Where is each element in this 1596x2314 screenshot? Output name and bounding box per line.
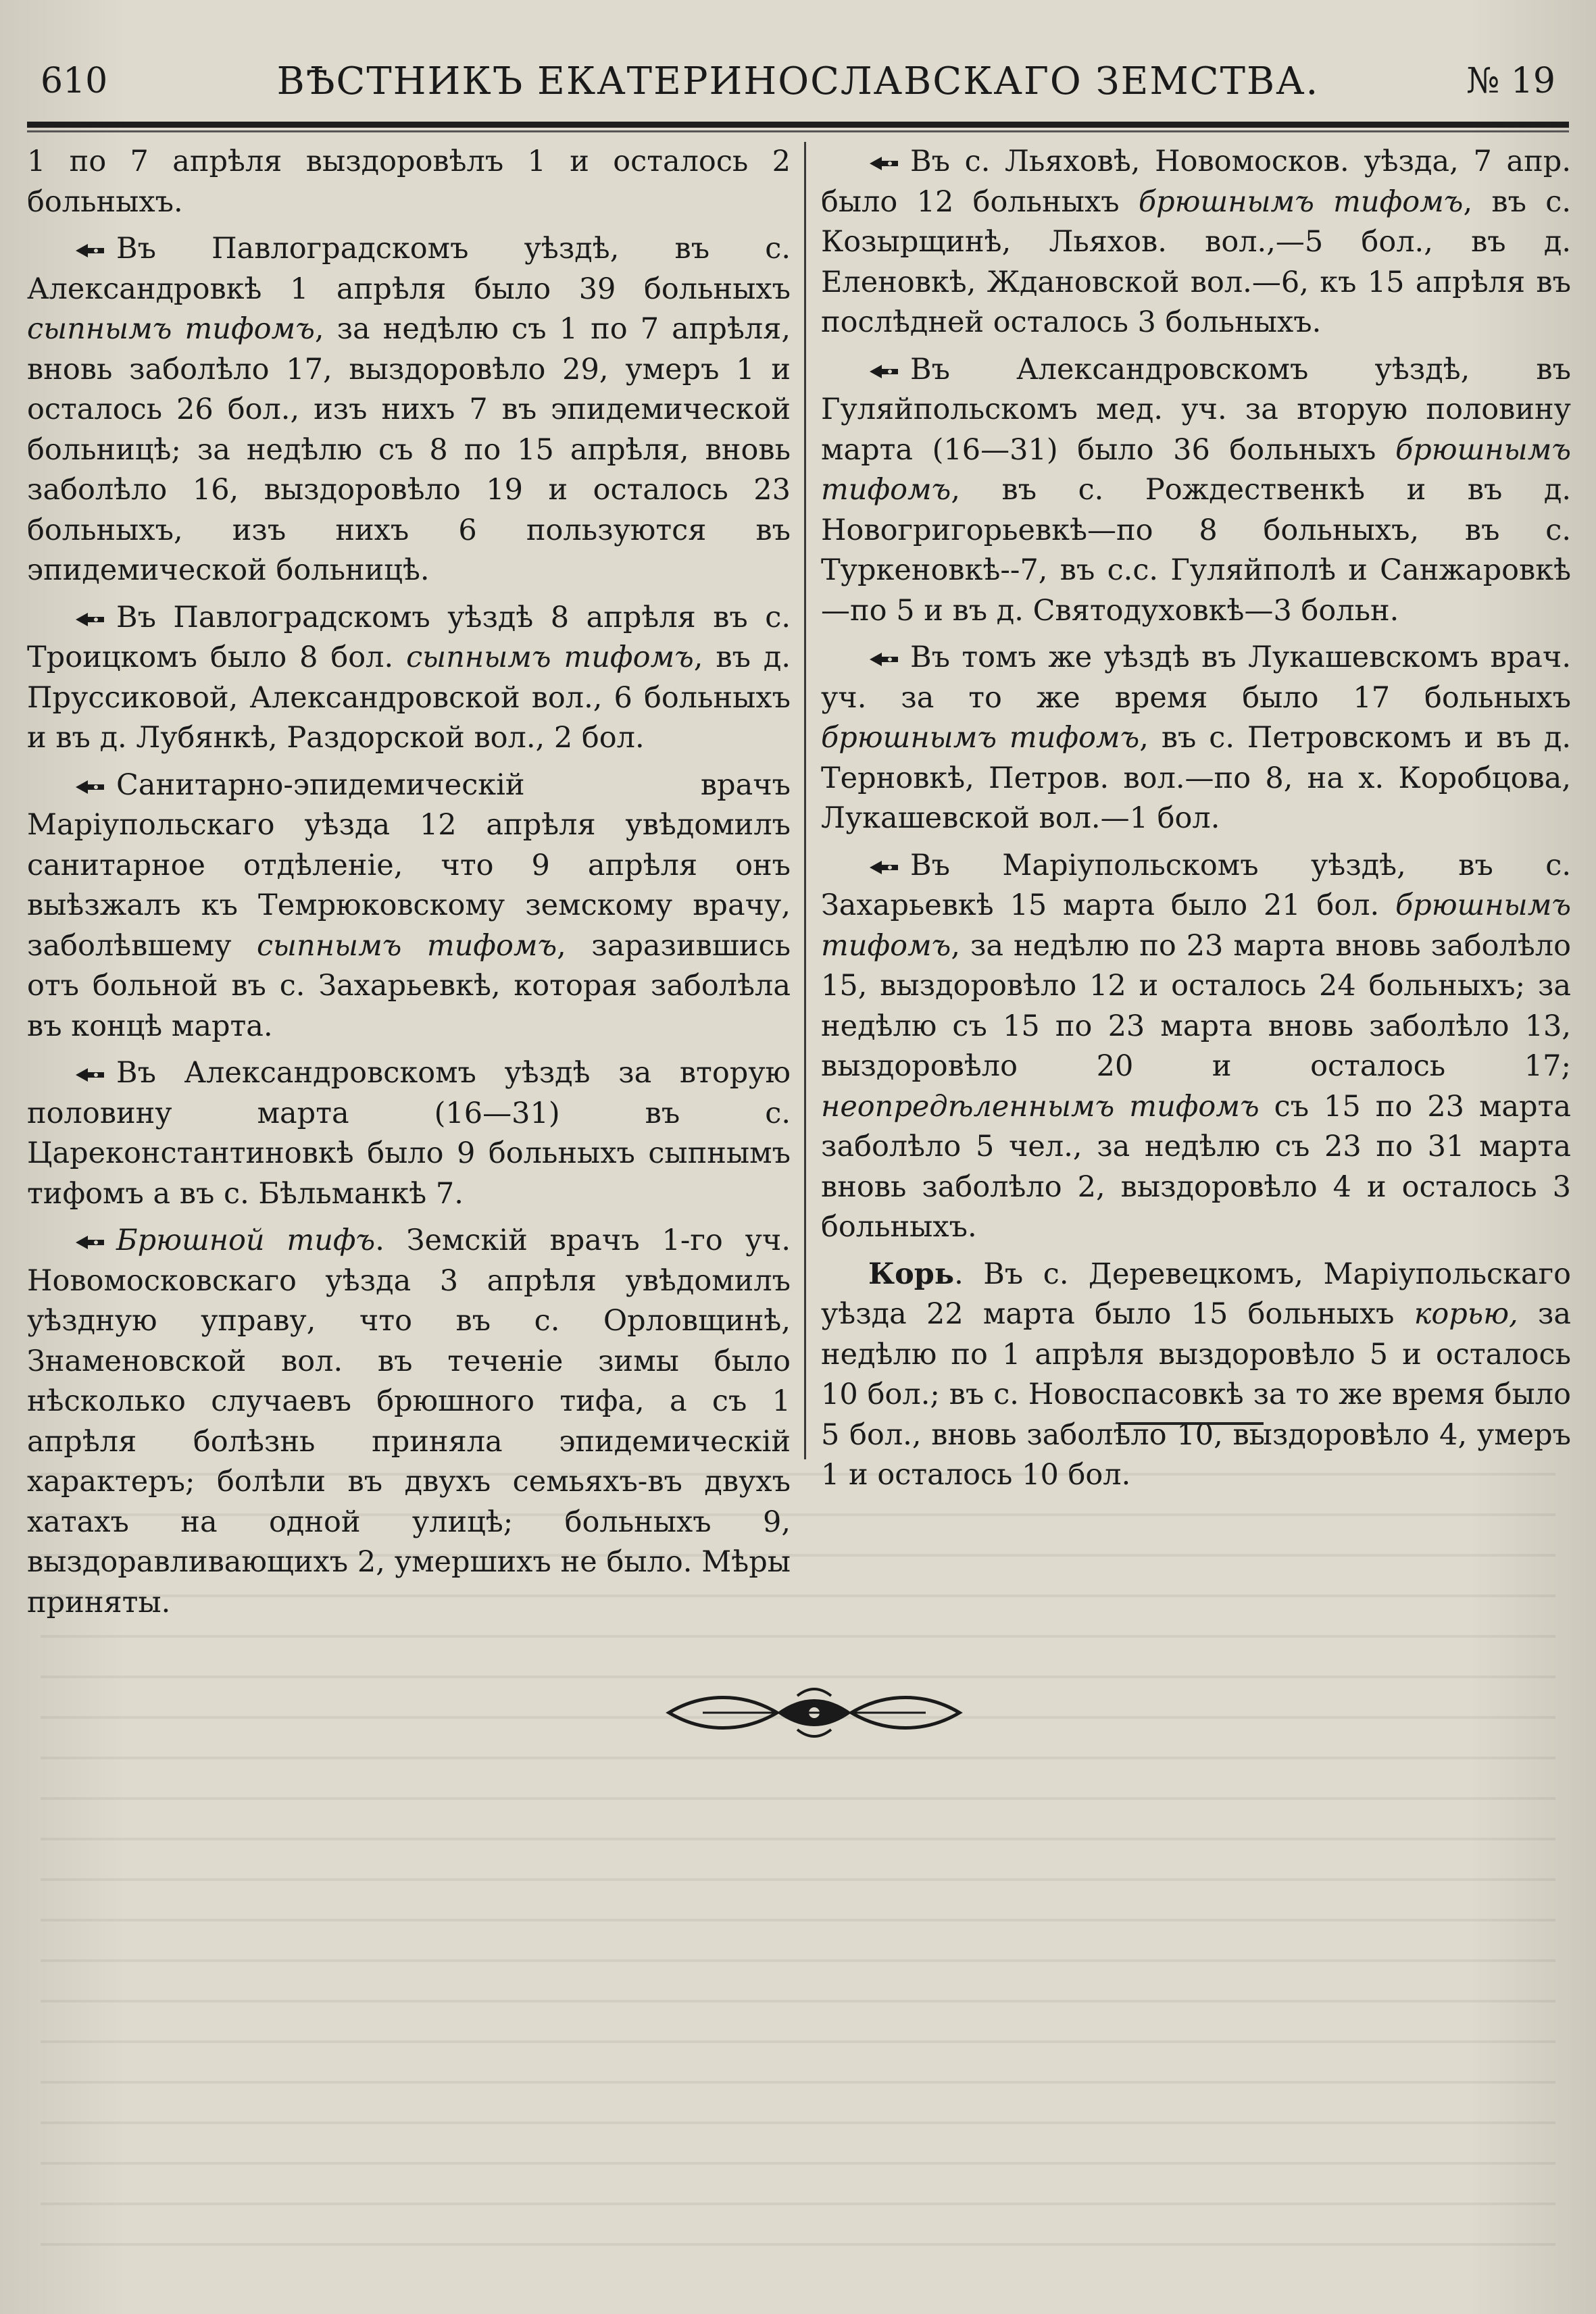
paragraph-text: 1 по 7 апрѣля выздоровѣлъ 1 и осталось 2 больныхъ.: [27, 145, 791, 219]
paragraph-text: Въ Александровскомъ уѣздѣ за вторую половину марта (16—31) въ с. Цареконстантиновкѣ было 9 больныхъ сыпнымъ тифомъ а въ с. Бѣльманкѣ 7.: [27, 1056, 791, 1211]
journal-title: ВѢСТНИКЪ ЕКАТЕРИНОСЛАВСКАГО ЗЕМСТВА.: [276, 59, 1320, 103]
emphasis-text: брюшнымъ тифомъ: [1138, 184, 1464, 219]
paragraph-text: Въ Павлоградскомъ уѣздѣ, въ с. Александровкѣ 1 апрѣля было 39 больныхъ: [27, 232, 791, 306]
hand-pointer-ornament-icon: [74, 778, 107, 797]
paragraph-text: . Земскій врачъ 1-го уч. Новомосковскаго уѣзда 3 апрѣля увѣдомилъ уѣздную управу, что въ с. Орловщинѣ, Знаменовской вол. въ теченіе зимы было нѣсколько случаевъ брюшного тифа, а съ 1 апрѣля болѣзнь приняла эпидемическій характеръ; болѣли въ двухъ семьяхъ-въ двухъ хатахъ на одной улицѣ; больныхъ 9, выздоравливающихъ 2, умершихъ не было. Мѣры приняты.: [27, 1224, 791, 1619]
page-header: [41, 47, 1555, 115]
paragraph-text: Въ с. Льяховѣ, Новомосков. уѣзда, 7 апр. было 12 больныхъ: [821, 145, 1571, 219]
hand-pointer-ornament-icon: [74, 610, 107, 629]
left-column: [27, 142, 791, 1630]
emphasis-text: брюшнымъ тифомъ: [821, 721, 1140, 755]
hand-pointer-ornament-icon: [74, 241, 107, 260]
emphasis-text: сыпнымъ тифомъ: [256, 928, 557, 963]
paragraph-text: , за недѣлю по 23 марта вновь заболѣло 15, выздоровѣло 12 и осталось 24 больныхъ; за недѣлю съ 15 по 23 марта вновь заболѣло 13, выздоровѣло 20 и осталось 17;: [821, 928, 1571, 1083]
paragraph-text: , въ д. Пруссиковой, Александровской вол., 6 больныхъ и въ д. Лубянкѣ, Раздорской вол., 2 бол.: [27, 640, 791, 755]
paragraph-text: , въ с. Козырщинѣ, Льяхов. вол.,—5 бол., въ д. Еленовкѣ, Ждановской вол.—6, къ 15 апрѣля въ послѣдней осталось 3 больныхъ.: [821, 184, 1571, 339]
paragraph: [821, 638, 1571, 839]
issue-number: № 19: [1466, 61, 1555, 101]
paragraph: [821, 142, 1571, 343]
emphasis-text: сыпнымъ тифомъ: [406, 640, 694, 674]
bold-heading: Корь: [868, 1257, 955, 1291]
section-end-rule: [1118, 1422, 1264, 1425]
paragraph-text: , за недѣлю съ 1 по 7 апрѣля, вновь заболѣло 17, выздоровѣло 29, умеръ 1 и осталось 26 бол., изъ нихъ 7 въ эпидемической больницѣ; за недѣлю съ 8 по 15 апрѣля, вновь заболѣло 16, выздоровѣло 19 и осталось 23 больныхъ, изъ нихъ 6 пользуются въ эпидемической больницѣ.: [27, 312, 791, 587]
paragraph-text: Въ Павлоградскомъ уѣздѣ 8 апрѣля въ с. Троицкомъ было 8 бол.: [27, 600, 791, 674]
emphasis-text: корью,: [1414, 1297, 1518, 1331]
paragraph-text: , въ с. Рождественкѣ и въ д. Новогригорьевкѣ—по 8 больныхъ, въ с. Туркеновкѣ--7, въ с.с. Гуляйполѣ и Санжаровкѣ—по 5 и въ д. Святодуховкѣ—3 больн.: [821, 473, 1571, 628]
hand-pointer-ornament-icon: [868, 154, 901, 173]
emphasis-text: брюшнымъ тифомъ: [821, 888, 1571, 963]
hand-pointer-ornament-icon: [868, 650, 901, 669]
paragraph-text: Санитарно-эпидемическій врачъ Маріупольскаго уѣзда 12 апрѣля увѣдомилъ санитарное отдѣленіе, что 9 апрѣля онъ выѣзжалъ къ Темрюковскому земскому врачу, заболѣвшему: [27, 768, 791, 963]
paragraph-text: за недѣлю по 1 апрѣля выздоровѣло 5 и осталось 10 бол.; въ с. Новоспасовкѣ за то же время было 5 бол., вновь заболѣло 10, выздоровѣло 4, умеръ 1 и осталось 10 бол.: [821, 1297, 1571, 1492]
paragraph-text: . Въ с. Деревецкомъ, Маріупольскаго уѣзда 22 марта было 15 больныхъ: [821, 1257, 1571, 1331]
paragraph: [27, 1053, 791, 1214]
hand-pointer-ornament-icon: [868, 362, 901, 381]
scroll-ornament-icon: [662, 1686, 966, 1740]
paragraph: [27, 229, 791, 591]
paragraph-text: , заразившись отъ больной въ с. Захарьевкѣ, которая заболѣла въ концѣ марта.: [27, 928, 791, 1043]
emphasis-text: неопредѣленнымъ тифомъ: [821, 1089, 1260, 1124]
paragraph: [27, 142, 791, 222]
paragraph-text: Въ томъ же уѣздѣ въ Лукашевскомъ врач. уч. за то же время было 17 больныхъ: [821, 640, 1571, 715]
paragraph: [821, 846, 1571, 1248]
bleed-through-texture: [41, 1473, 1555, 2273]
paragraph: [821, 350, 1571, 632]
emphasis-text: брюшнымъ тифомъ: [821, 432, 1571, 507]
paragraph: [27, 765, 791, 1047]
hand-pointer-ornament-icon: [74, 1233, 107, 1252]
hand-pointer-ornament-icon: [74, 1065, 107, 1084]
right-column: [821, 142, 1571, 1503]
paragraph-text: , въ с. Петровскомъ и въ д. Терновкѣ, Петров. вол.—по 8, на х. Коробцова, Лукашевской вол.—1 бол.: [821, 721, 1572, 835]
column-divider: [804, 142, 806, 1459]
paragraph-text: Въ Александровскомъ уѣздѣ, въ Гуляйпольскомъ мед. уч. за вторую половину марта (16—31) было 36 больныхъ: [821, 352, 1571, 467]
paragraph: [821, 1255, 1571, 1496]
paragraph-text: Въ Маріупольскомъ уѣздѣ, въ с. Захарьевкѣ 15 марта было 21 бол.: [821, 848, 1571, 922]
header-rule: [27, 122, 1569, 132]
page-number: 610: [41, 61, 108, 101]
emphasis-text: Брюшной тифъ: [116, 1224, 376, 1257]
paragraph: [27, 598, 791, 759]
emphasis-text: сыпнымъ тифомъ: [27, 312, 315, 346]
hand-pointer-ornament-icon: [868, 858, 901, 877]
paragraph-text: съ 15 по 23 марта заболѣло 5 чел., за недѣлю съ 23 по 31 марта вновь заболѣло 2, выздоровѣло 4 и осталось 3 больныхъ.: [821, 1089, 1571, 1244]
